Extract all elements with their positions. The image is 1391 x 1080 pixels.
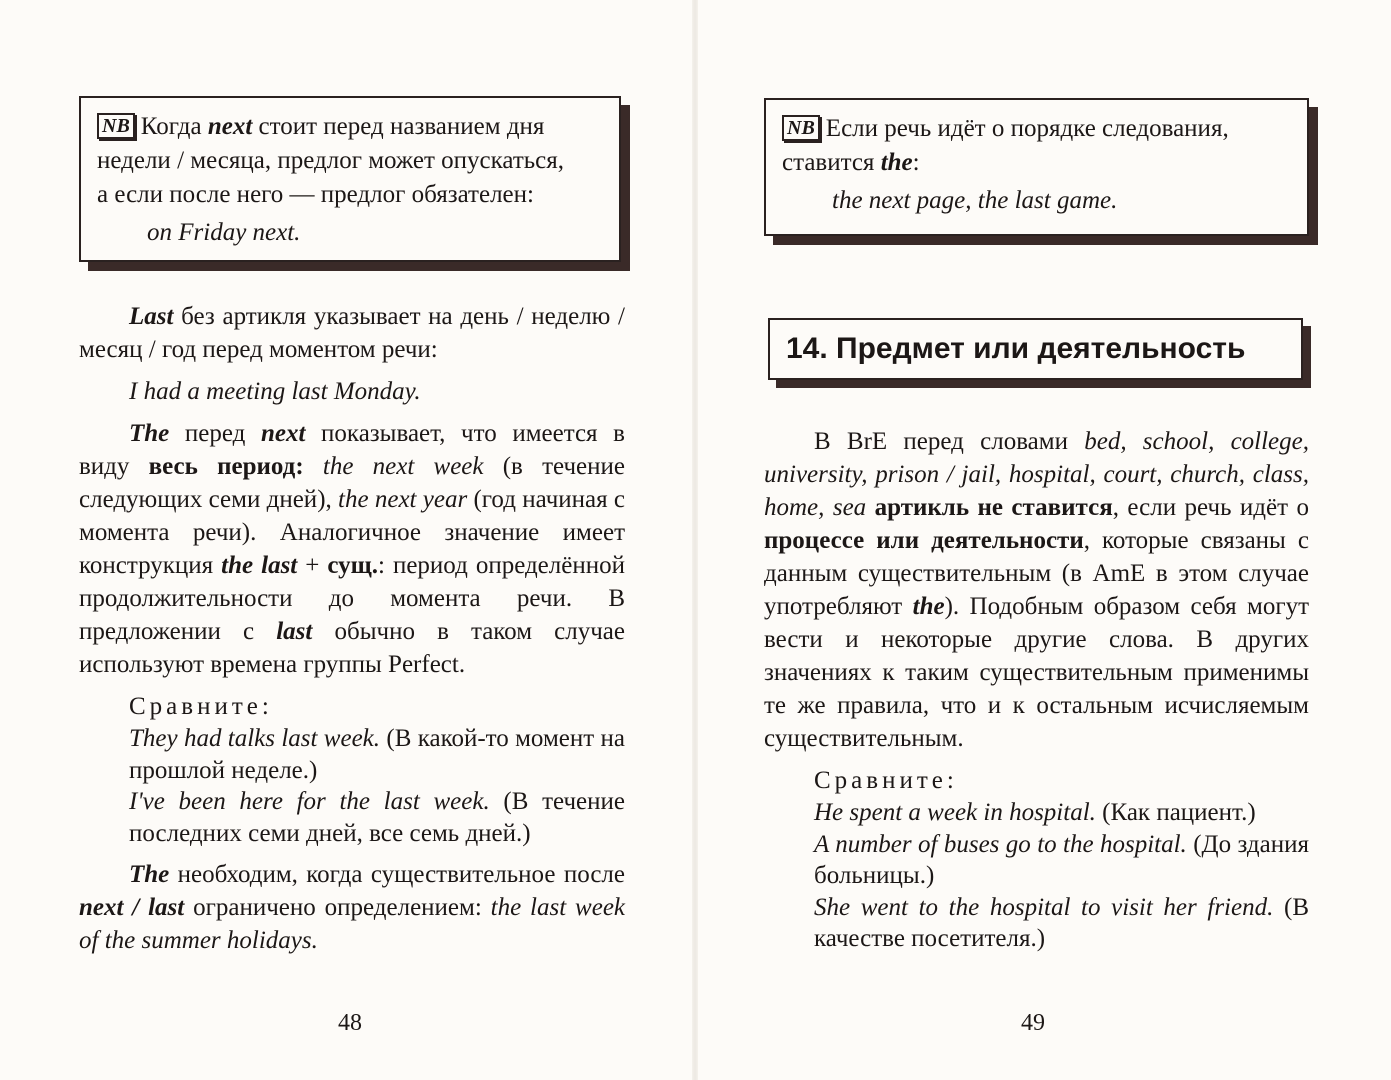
page-number: 48 bbox=[338, 1010, 362, 1036]
nb-tag: NB bbox=[782, 115, 820, 141]
left-page bbox=[0, 0, 695, 1080]
nb-line-1: NB Когда next стоит перед названием дня bbox=[97, 110, 601, 144]
page-number: 49 bbox=[1021, 1010, 1045, 1036]
compare-item: A number of buses go to the hospital. (До здания больницы.) bbox=[814, 830, 1309, 889]
right-main-text bbox=[764, 425, 1309, 955]
paragraph-the-needed: The необходим, когда существительное после next / last ограничено определением: the last week of the summer holidays. bbox=[79, 861, 626, 954]
compare-item: He spent a week in hospital. (Как пациент.) bbox=[814, 799, 1256, 826]
nb-line-2: ставится the: bbox=[782, 149, 920, 176]
paragraph-last: Last без артикля указывает на день / неделю / месяц / год перед моментом речи: bbox=[79, 303, 625, 363]
compare-label: Сравните: bbox=[814, 767, 958, 794]
compare-item: They had talks last week. (В какой-то момент на прошлой неделе.) bbox=[129, 725, 625, 784]
compare-item: She went to the hospital to visit her friend. (В качестве посетителя.) bbox=[814, 893, 1309, 952]
nb-note-box-left bbox=[79, 96, 621, 262]
right-page bbox=[695, 0, 1391, 1080]
nb-line-2: недели / месяца, предлог может опускаться, bbox=[97, 147, 564, 174]
example-last-monday: I had a meeting last Monday. bbox=[129, 378, 421, 405]
left-main-text bbox=[79, 300, 625, 966]
nb-tag: NB bbox=[97, 113, 135, 139]
nb-example: the next page, the last game. bbox=[832, 187, 1118, 214]
section-heading: 14. Предмет или деятельность bbox=[768, 318, 1303, 380]
nb-note-box-right bbox=[764, 98, 1309, 236]
paragraph-the-next: The перед next показывает, что имеется в виду весь период: the next week (в течение следующих семи дней), the next year (год начиная с момента речи). Аналогичное значение имеет конструкция the last + сущ.: период определённой продолжительности до момента речи. В предложении с last обычно в таком случае используют времена группы Perfect. bbox=[79, 420, 626, 678]
nb-line-3: а если после него — предлог обязателен: bbox=[97, 181, 534, 208]
nb-example: on Friday next. bbox=[147, 219, 301, 246]
compare-item: I've been here for the last week. (В течение последних семи дней, все семь дней.) bbox=[129, 788, 625, 847]
nb-line-1: NB Если речь идёт о порядке следования, bbox=[782, 112, 1289, 146]
compare-label: Сравните: bbox=[129, 693, 273, 720]
paragraph-articles: В BrE перед словами bed, school, college, university, prison / jail, hospital, court, church, class, home, sea артикль не ставится, если речь идёт о процессе или деятельности, которые связаны с данным существительным (в AmE в этом случае употребляют the). Подобным образом себя могут вести и некоторые другие слова. В других значениях к таким существительным применимы те же правила, что и к остальным исчисляемым существительным. bbox=[764, 428, 1309, 752]
